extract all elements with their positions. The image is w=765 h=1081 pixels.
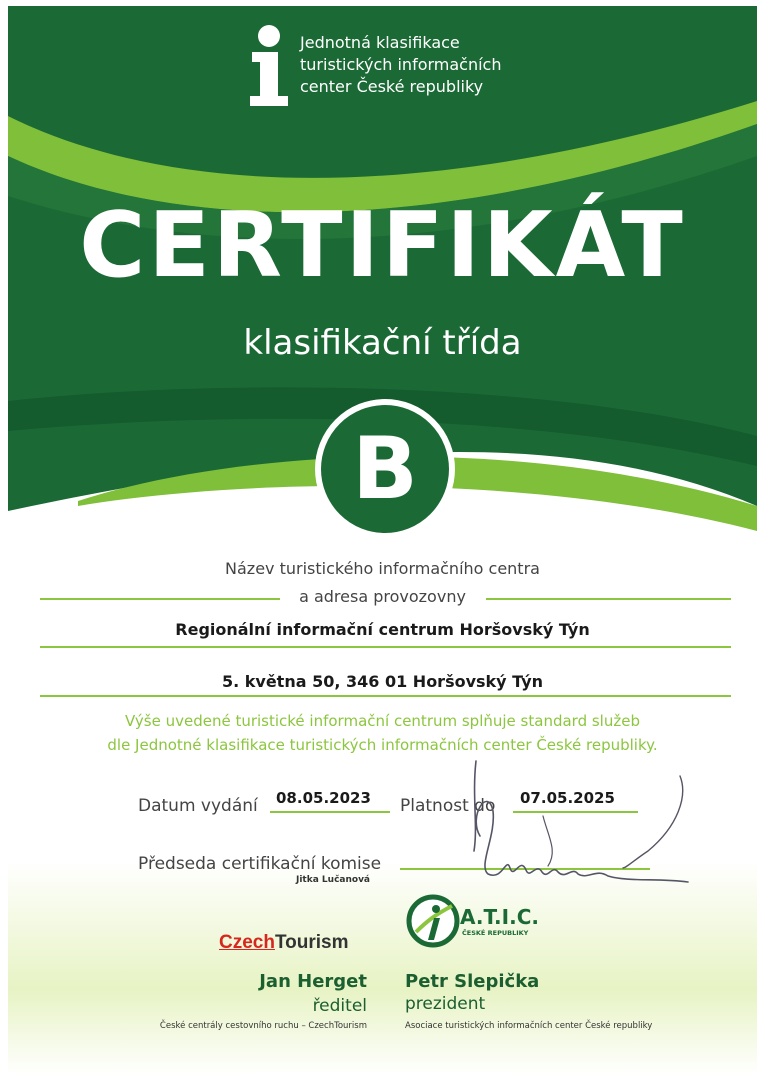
atic-logo-name: A.T.I.C. (460, 905, 539, 929)
committee-chair-name: Jitka Lučanová (296, 875, 371, 885)
certificate-subtitle: klasifikační třída (243, 323, 522, 363)
right-signatory-org: Asociace turistických informačních center České republiky (405, 1021, 653, 1031)
statement-line1: Výše uvedené turistické informační centrum splňuje standard služeb (125, 712, 640, 730)
czechtourism-logo-part: Czech (219, 932, 275, 953)
valid-until-label: Platnost do (400, 796, 496, 816)
right-signatory-name: Petr Slepička (405, 971, 540, 992)
divider (40, 695, 731, 697)
header-line: center České republiky (300, 77, 484, 96)
right-signatory-role: prezident (405, 994, 486, 1014)
czechtourism-logo (219, 932, 349, 954)
left-signatory-org: České centrály cestovního ruchu – CzechTourism (159, 1021, 367, 1031)
divider (486, 598, 731, 600)
issue-date-value: 08.05.2023 (276, 789, 371, 807)
header-line: turistických informačních (300, 55, 502, 74)
info-logo-icon (244, 24, 294, 108)
center-name: Regionální informační centrum Horšovský Týn (175, 620, 590, 639)
center-label-line2: a adresa provozovny (299, 587, 466, 606)
atic-logo-subtitle: ČESKÉ REPUBLIKY (462, 929, 529, 937)
divider (40, 646, 731, 648)
header-organization (300, 32, 600, 98)
committee-label: Předseda certifikační komise (138, 854, 382, 874)
center-label-line1: Název turistického informačního centra (225, 559, 540, 578)
certificate-title: CERTIFIKÁT (79, 193, 686, 298)
issue-date-label: Datum vydání (138, 796, 258, 816)
grade-letter: B (352, 419, 418, 519)
czechtourism-logo-part: Tourism (274, 932, 349, 953)
valid-until-value: 07.05.2025 (520, 789, 615, 807)
left-signatory-name: Jan Herget (259, 971, 367, 992)
header-line: Jednotná klasifikace (300, 33, 460, 52)
atic-logo-icon (406, 894, 460, 948)
signature-icon (448, 756, 708, 896)
center-address: 5. května 50, 346 01 Horšovský Týn (221, 672, 544, 691)
divider (270, 811, 390, 813)
left-signatory-role: ředitel (312, 996, 367, 1016)
certificate-page (8, 6, 757, 1075)
statement-line2: dle Jednotné klasifikace turistických informačních center České republiky. (107, 736, 658, 754)
